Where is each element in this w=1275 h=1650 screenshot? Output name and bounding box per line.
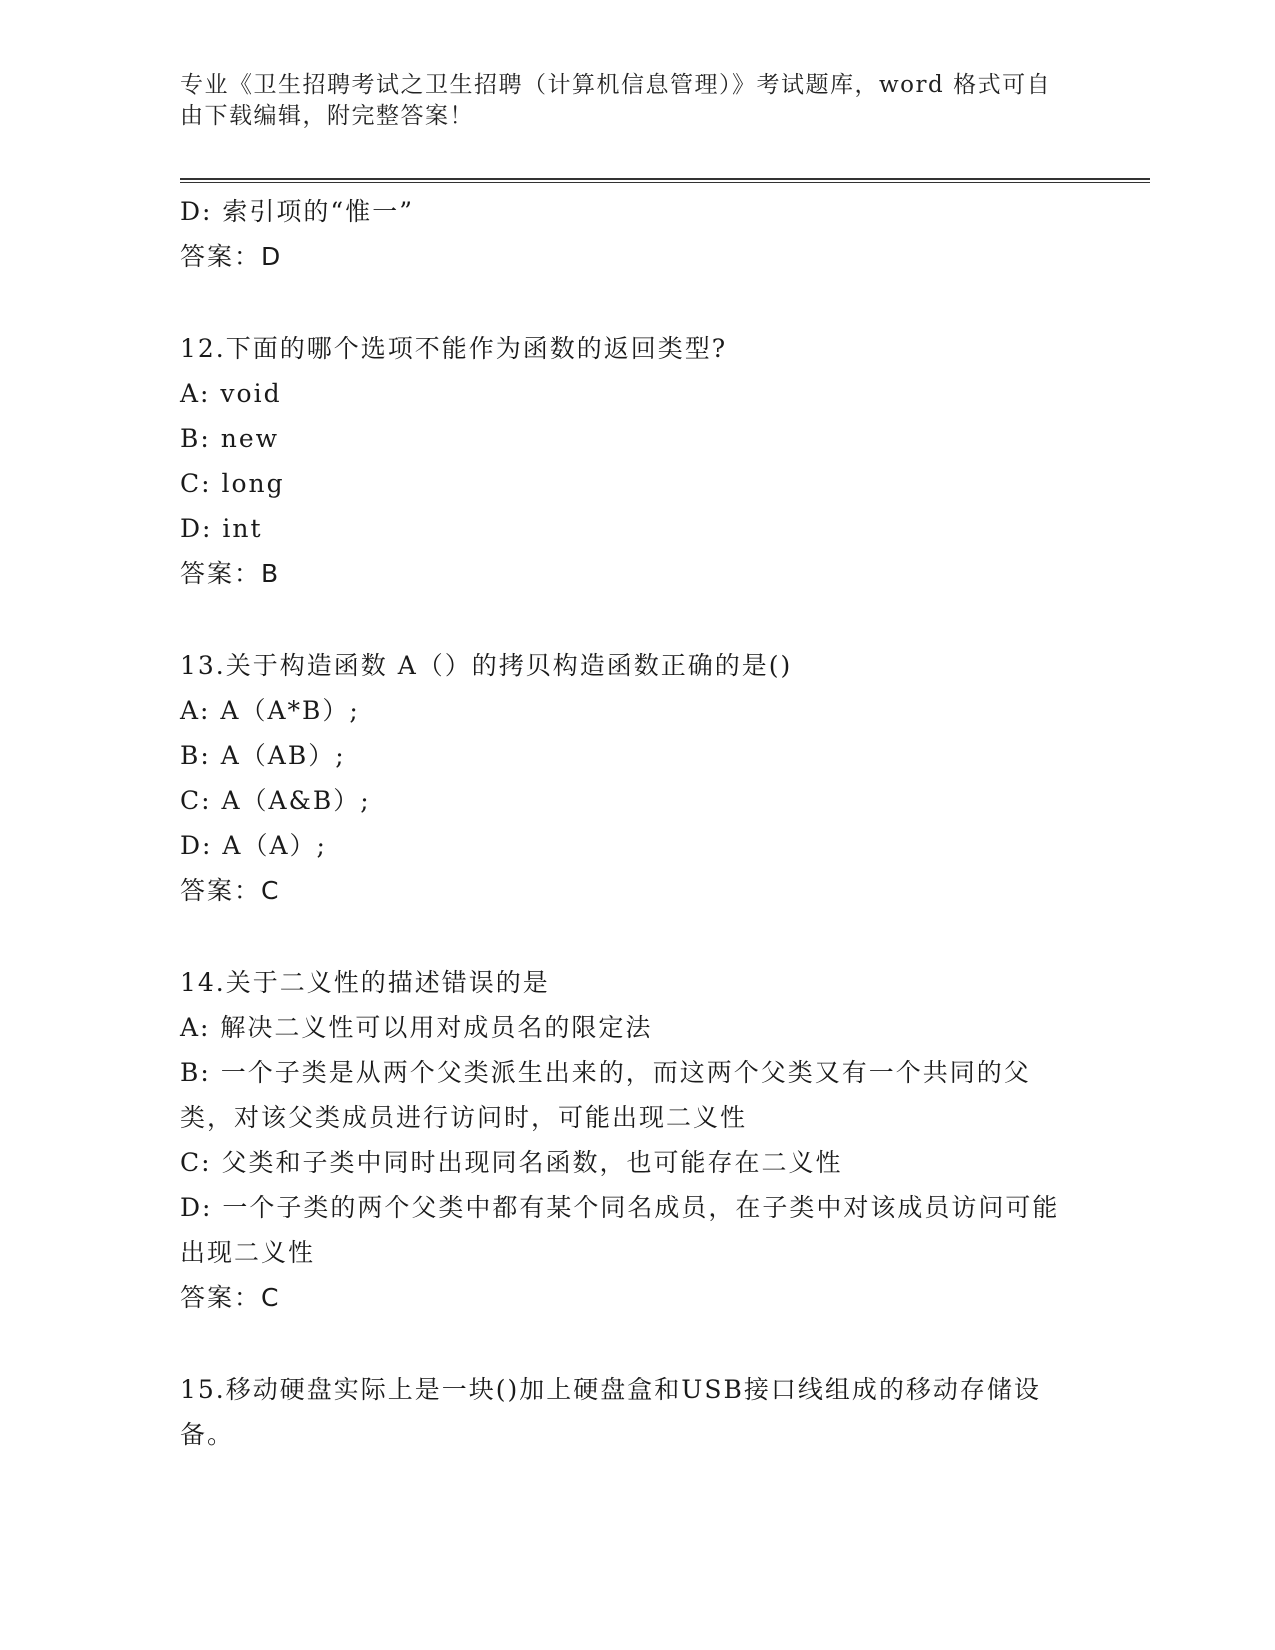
option-c: C: A（A&B）; [180,786,371,815]
option-a: A: void [180,379,282,408]
answer-label: 答案：B [180,559,281,588]
header-text: 专业《卫生招聘考试之卫生招聘（计算机信息管理）》考试题库，word 格式可自由下载编辑，附完整答案！ [180,72,1052,129]
spacer [180,279,1080,326]
header-divider [180,178,1150,183]
question-text: 12.下面的哪个选项不能作为函数的返回类型? [180,334,728,363]
spacer [180,913,1080,960]
question-text: 13.关于构造函数 A（）的拷贝构造函数正确的是() [180,651,793,680]
option-a: A: A（A*B）; [180,696,360,725]
spacer [180,1320,1080,1367]
option-d: D: 一个子类的两个父类中都有某个同名成员，在子类中对该成员访问可能出现二义性 [180,1193,1060,1267]
option-c: C: 父类和子类中同时出现同名函数，也可能存在二义性 [180,1148,843,1177]
answer-label: 答案：C [180,876,281,905]
option-a: A: 解决二义性可以用对成员名的限定法 [180,1013,653,1042]
option-b: B: 一个子类是从两个父类派生出来的，而这两个父类又有一个共同的父类，对该父类成员进行访问时，可能出现二义性 [180,1058,1031,1132]
option-d: D: 索引项的“惟一” [180,197,414,226]
option-b: B: A（AB）; [180,741,346,770]
answer-label: 答案：D [180,242,283,271]
answer-label: 答案：C [180,1283,281,1312]
option-d: D: int [180,514,263,543]
option-c: C: long [180,469,285,498]
question-text: 14.关于二义性的描述错误的是 [180,968,550,997]
question-list [180,189,1080,1457]
option-d: D: A（A）; [180,831,327,860]
question-text: 15.移动硬盘实际上是一块()加上硬盘盒和USB接口线组成的移动存储设备。 [180,1375,1041,1449]
option-b: B: new [180,424,280,453]
document-header [180,70,1060,132]
spacer [180,596,1080,643]
